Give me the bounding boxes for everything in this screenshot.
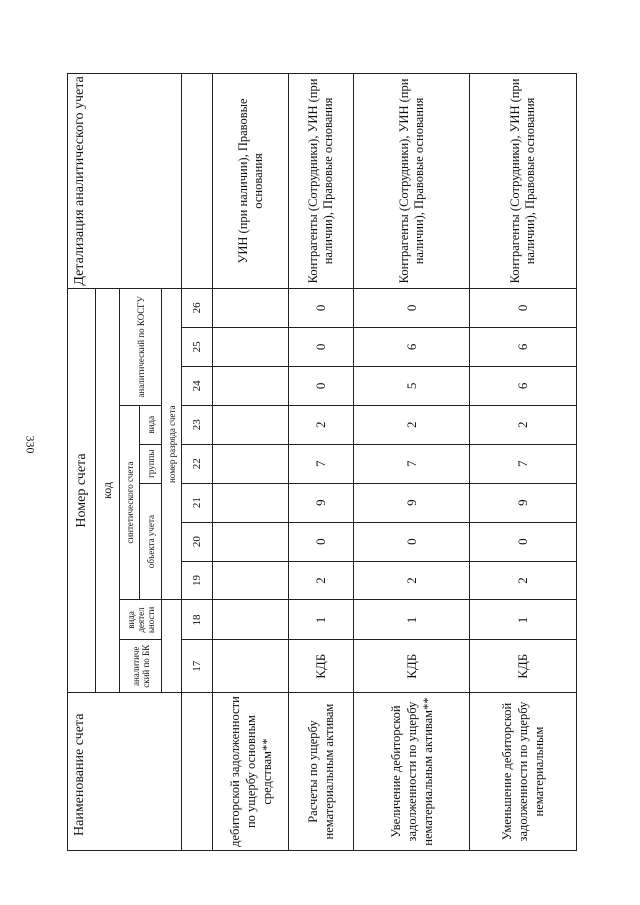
account-name: дебиторской задолженности по ущербу основным средствам** [213, 693, 289, 851]
code-value: 6 [470, 327, 577, 366]
code-value: 0 [354, 522, 470, 561]
column-number: 21 [182, 483, 213, 522]
code-value: КДБ [470, 640, 577, 693]
code-value [213, 483, 289, 522]
account-name: Увеличение дебиторской задолженности по ущербу нематериальным активам** [354, 693, 470, 851]
name-column-header: Наименование счета [68, 693, 182, 851]
code-value: 7 [470, 444, 577, 483]
account-number-header: Номер счета [68, 288, 96, 692]
account-name: Уменьшение дебиторской задолженности по ущербу нематериальным [470, 693, 577, 851]
account-name: Расчеты по ущербу нематериальным активам [289, 693, 354, 851]
column-number: 24 [182, 366, 213, 405]
code-value: 2 [354, 405, 470, 444]
detail-cell: УИН (при наличии), Правовые основания [213, 74, 289, 289]
analytic-bk-header: аналитиче ский по БК [120, 640, 162, 693]
code-value: 6 [354, 327, 470, 366]
code-value: 2 [470, 561, 577, 600]
code-value: 2 [289, 561, 354, 600]
column-number: 22 [182, 444, 213, 483]
code-value: 0 [289, 327, 354, 366]
code-header: код [96, 288, 120, 692]
code-value [213, 405, 289, 444]
code-value: 1 [354, 600, 470, 640]
kind-header: вида [140, 405, 162, 444]
table-row [289, 74, 354, 851]
detail-column-header: Детализация аналитического учета [68, 74, 182, 289]
code-value: 0 [289, 366, 354, 405]
code-value [213, 600, 289, 640]
code-value [213, 444, 289, 483]
group-header: группы [140, 444, 162, 483]
digit-number-header: номер разряда счета [162, 288, 182, 600]
code-value: 6 [470, 366, 577, 405]
table-row [213, 74, 289, 851]
code-value: 7 [289, 444, 354, 483]
activity-kind-header: вида деятел ьности [120, 600, 162, 640]
detail-cell: Контрагенты (Сотрудники), УИН (при наличии), Правовые основания [470, 74, 577, 289]
page-number: 330 [23, 435, 38, 454]
code-value: КДБ [354, 640, 470, 693]
account-object-header: объекта учета [140, 483, 162, 600]
code-value: 2 [354, 561, 470, 600]
code-value [213, 327, 289, 366]
code-value: 9 [354, 483, 470, 522]
code-value [213, 366, 289, 405]
column-number: 20 [182, 522, 213, 561]
code-value: 7 [354, 444, 470, 483]
code-value: 0 [470, 288, 577, 327]
column-number: 18 [182, 600, 213, 640]
code-value: 9 [470, 483, 577, 522]
column-number: 25 [182, 327, 213, 366]
code-value: 2 [470, 405, 577, 444]
code-value: 2 [289, 405, 354, 444]
code-value [213, 561, 289, 600]
table-row [470, 74, 577, 851]
code-value: 1 [289, 600, 354, 640]
column-number: 17 [182, 640, 213, 693]
rotated-table-container [67, 73, 576, 851]
code-value [213, 522, 289, 561]
code-value: 5 [354, 366, 470, 405]
column-number: 23 [182, 405, 213, 444]
code-value: 0 [289, 288, 354, 327]
code-value: 0 [289, 522, 354, 561]
code-value: 1 [470, 600, 577, 640]
code-value [213, 640, 289, 693]
code-value: 0 [470, 522, 577, 561]
detail-cell: Контрагенты (Сотрудники), УИН (при наличии), Правовые основания [354, 74, 470, 289]
code-value [213, 288, 289, 327]
table-row [354, 74, 470, 851]
kosgu-header: аналитический по КОСГУ [120, 288, 162, 405]
code-value: КДБ [289, 640, 354, 693]
column-number: 19 [182, 561, 213, 600]
column-number: 26 [182, 288, 213, 327]
code-value: 9 [289, 483, 354, 522]
accounts-table [67, 73, 577, 851]
code-value: 0 [354, 288, 470, 327]
detail-cell: Контрагенты (Сотрудники), УИН (при наличии), Правовые основания [289, 74, 354, 289]
synthetic-account-header: синтетического счета [120, 405, 140, 600]
